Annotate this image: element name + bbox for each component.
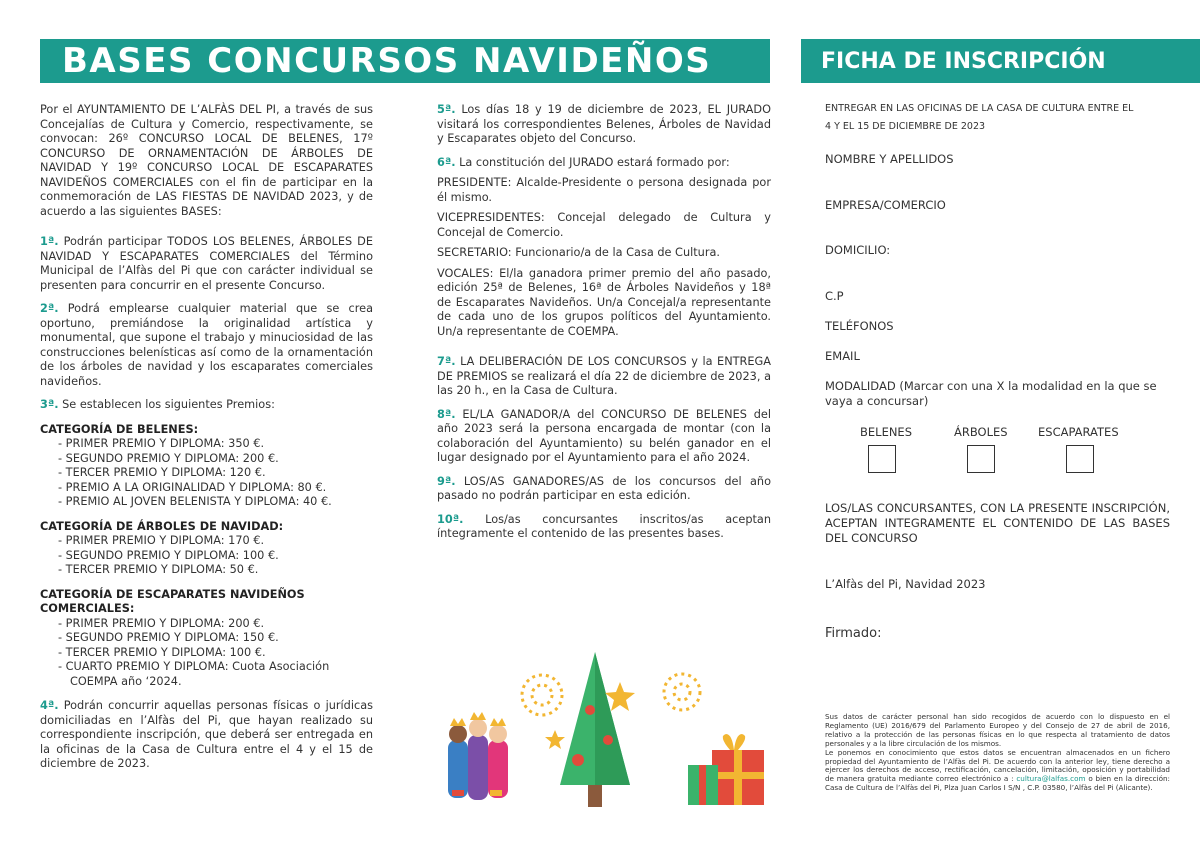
field-company[interactable]: EMPRESA/COMERCIO (825, 198, 946, 212)
option-belenes-label: BELENES (860, 425, 912, 439)
rules-column-2 (437, 103, 771, 551)
gift-icon (688, 734, 764, 805)
prize-item: - SEGUNDO PREMIO Y DIPLOMA: 100 €. (58, 549, 373, 564)
rule-6: 6ª. La constitución del JURADO estará formado por: (437, 155, 730, 169)
checkbox-belenes[interactable] (868, 445, 896, 473)
option-escaparates-label: ESCAPARATES (1038, 425, 1119, 439)
prize-item: - CUARTO PREMIO Y DIPLOMA: Cuota Asociación COEMPA año ‘2024. (58, 660, 373, 689)
prize-item: - PRIMER PREMIO Y DIPLOMA: 350 €. (58, 437, 373, 452)
intro-paragraph: Por el AYUNTAMIENTO DE L’ALFÀS DEL PI, a través de sus Concejalías de Cultura y Comercio, respectivamente, se convocan: 26º CONCURSO LOCAL DE BELENES, 17º CONCURSO DE ORNAMENTACIÓN DE ÁRBOLES DE NAVIDAD Y 19º CONCURSO LOCAL DE ESCAPARATES NAVIDEÑOS COMERCIALES con el fin de participar en la conmemoración de LAS FIESTAS DE NAVIDAD 2023, y de acuerdo a las siguientes BASES: (40, 103, 373, 218)
prize-item: - PREMIO AL JOVEN BELENISTA Y DIPLOMA: 40 €. (58, 495, 373, 510)
escaparates-prize-list (58, 617, 373, 690)
field-phones[interactable]: TELÉFONOS (825, 319, 894, 333)
place-date: L’Alfàs del Pi, Navidad 2023 (825, 577, 986, 591)
privacy-email-link[interactable]: cultura@lalfas.com (1016, 774, 1086, 784)
form-title-banner (801, 39, 1200, 83)
wise-men-icon (448, 712, 508, 800)
field-name[interactable]: NOMBRE Y APELLIDOS (825, 152, 954, 166)
arboles-prize-list (58, 534, 373, 578)
category-escaparates-title: CATEGORÍA DE ESCAPARATES NAVIDEÑOS COMERCIALES: (40, 587, 305, 615)
signature-field[interactable]: Firmado: (825, 626, 882, 641)
prize-item: - SEGUNDO PREMIO Y DIPLOMA: 150 €. (58, 631, 373, 646)
main-title: BASES CONCURSOS NAVIDEÑOS (62, 41, 712, 81)
prize-item: - SEGUNDO PREMIO Y DIPLOMA: 200 €. (58, 452, 373, 467)
jury-vicepresidents: VICEPRESIDENTES: Concejal delegado de Cultura y Concejal de Comercio. (437, 211, 771, 239)
jury-vocales: VOCALES: El/la ganadora primer premio del año pasado, edición 25ª de Belenes, 16ª de Árboles Navideños y 18ª de Escaparates Navideños. Un/a Concejal/a representante de cada uno de los grupos políticos del Ayuntamiento. Un/a representante de COEMPA. (437, 266, 771, 338)
rule-4: 4ª. Podrán concurrir aquellas personas físicas o jurídicas domiciliadas en l’Alfàs del Pi, que hayan realizado su correspondiente inscripción, que deberá ser entregada en la oficinas de la Casa de Cultura entre el 4 y el 15 de diciembre de 2023. (40, 699, 373, 770)
field-email[interactable]: EMAIL (825, 349, 860, 363)
jury-president: PRESIDENTE: Alcalde-Presidente o persona designada por él mismo. (437, 176, 771, 204)
acceptance-statement: LOS/LAS CONCURSANTES, CON LA PRESENTE INSCRIPCIÓN, ACEPTAN INTEGRAMENTE EL CONTENIDO DE LAS BASES DEL CONCURSO (825, 501, 1170, 545)
rule-5: 5ª. Los días 18 y 19 de diciembre de 2023, EL JURADO visitará los correspondientes Belenes, Árboles de Navidad y Escaparates objeto del Concurso. (437, 103, 771, 145)
category-belenes-title: CATEGORÍA DE BELENES: (40, 422, 199, 436)
prize-item: - TERCER PREMIO Y DIPLOMA: 120 €. (58, 466, 373, 481)
prize-item: - PRIMER PREMIO Y DIPLOMA: 170 €. (58, 534, 373, 549)
field-address[interactable]: DOMICILIO: (825, 243, 891, 257)
field-postal-code[interactable]: C.P (825, 289, 844, 303)
rule-9: 9ª. LOS/AS GANADORES/AS de los concursos del año pasado no podrán participar en esta edición. (437, 474, 771, 502)
modality-label: MODALIDAD (Marcar con una X la modalidad en la que se vaya a concursar) (825, 379, 1157, 408)
privacy-text-2: Le ponemos en conocimiento que estos datos se encuentran almacenados en un fichero propiedad del Ayuntamiento de l’Alfàs del Pi. De acuerdo con la anterior ley, tiene derecho a ejercer los derechos de acceso, rectificación, cancelación, limitación, oposición y portabilidad de manera gratuita mediante correo electrónico a : cultura@lalfas.com o bien en la dirección: Casa de Cultura de l’Alfàs del Pi, Plza Juan Carlos I S/N , C.P. 03580, l’Alfàs del Pi (Alicante). (825, 747, 1170, 793)
checkbox-escaparates[interactable] (1066, 445, 1094, 473)
privacy-text-1: Sus datos de carácter personal han sido recogidos de acuerdo con lo dispuesto en el Reglamento (UE) 2016/679 del Parlamento Europeo y del Consejo de 27 de abril de 2016, relativo a la protección de las personas físicas en lo que respecta al tratamiento de datos personales y a la libre circulación de los mismos. (825, 712, 1170, 748)
rule-1: 1ª. Podrán participar TODOS LOS BELENES, ÁRBOLES DE NAVIDAD Y ESCAPARATES COMERCIALES del Término Municipal de l’Alfàs del Pi que con carácter individual se presenten para concurrir en el presente Concurso. (40, 235, 373, 292)
prize-item: - TERCER PREMIO Y DIPLOMA: 100 €. (58, 646, 373, 661)
main-title-banner (40, 39, 770, 83)
checkbox-arboles[interactable] (967, 445, 995, 473)
christmas-tree-icon (545, 652, 635, 807)
rule-7: 7ª. LA DELIBERACIÓN DE LOS CONCURSOS y la ENTREGA DE PREMIOS se realizará el día 22 de diciembre de 2023, a las 20 h., en la Casa de Cultura. (437, 355, 772, 397)
christmas-illustration (430, 640, 780, 810)
privacy-notice (825, 713, 1170, 793)
prize-item: - PREMIO A LA ORIGINALIDAD Y DIPLOMA: 80 €. (58, 481, 373, 496)
belenes-prize-list (58, 437, 373, 510)
category-arboles-title: CATEGORÍA DE ÁRBOLES DE NAVIDAD: (40, 519, 284, 533)
rules-column-1 (40, 103, 373, 781)
prize-item: - PRIMER PREMIO Y DIPLOMA: 200 €. (58, 617, 373, 632)
option-arboles-label: ÁRBOLES (954, 425, 1008, 439)
rule-8: 8ª. EL/LA GANADOR/A del CONCURSO DE BELENES del año 2023 será la persona encargada de montar (con la colaboración del Ayuntamiento) su belén ganador en el lugar designado por el Ayuntamiento para el año 2024. (437, 407, 771, 464)
prize-item: - TERCER PREMIO Y DIPLOMA: 50 €. (58, 563, 373, 578)
rule-2: 2ª. Podrá emplearse cualquier material que se crea oportuno, premiándose la originalidad artística y monumental, que supone el trabajo y minuciosidad de las construcciones belenísticas así como de la ornamentación de los árboles de navidad y los escaparates comerciales navideños. (40, 302, 374, 388)
rule-10: 10ª. Los/as concursantes inscritos/as aceptan íntegramente el contenido de las presentes bases. (437, 512, 771, 540)
rule-3: 3ª. Se establecen los siguientes Premios: (40, 398, 275, 411)
deliver-instructions: ENTREGAR EN LAS OFICINAS DE LA CASA DE CULTURA ENTRE EL 4 Y EL 15 DE DICIEMBRE DE 2023 (825, 103, 1134, 132)
form-title: FICHA DE INSCRIPCIÓN (821, 48, 1106, 74)
jury-secretary: SECRETARIO: Funcionario/a de la Casa de Cultura. (437, 246, 720, 259)
